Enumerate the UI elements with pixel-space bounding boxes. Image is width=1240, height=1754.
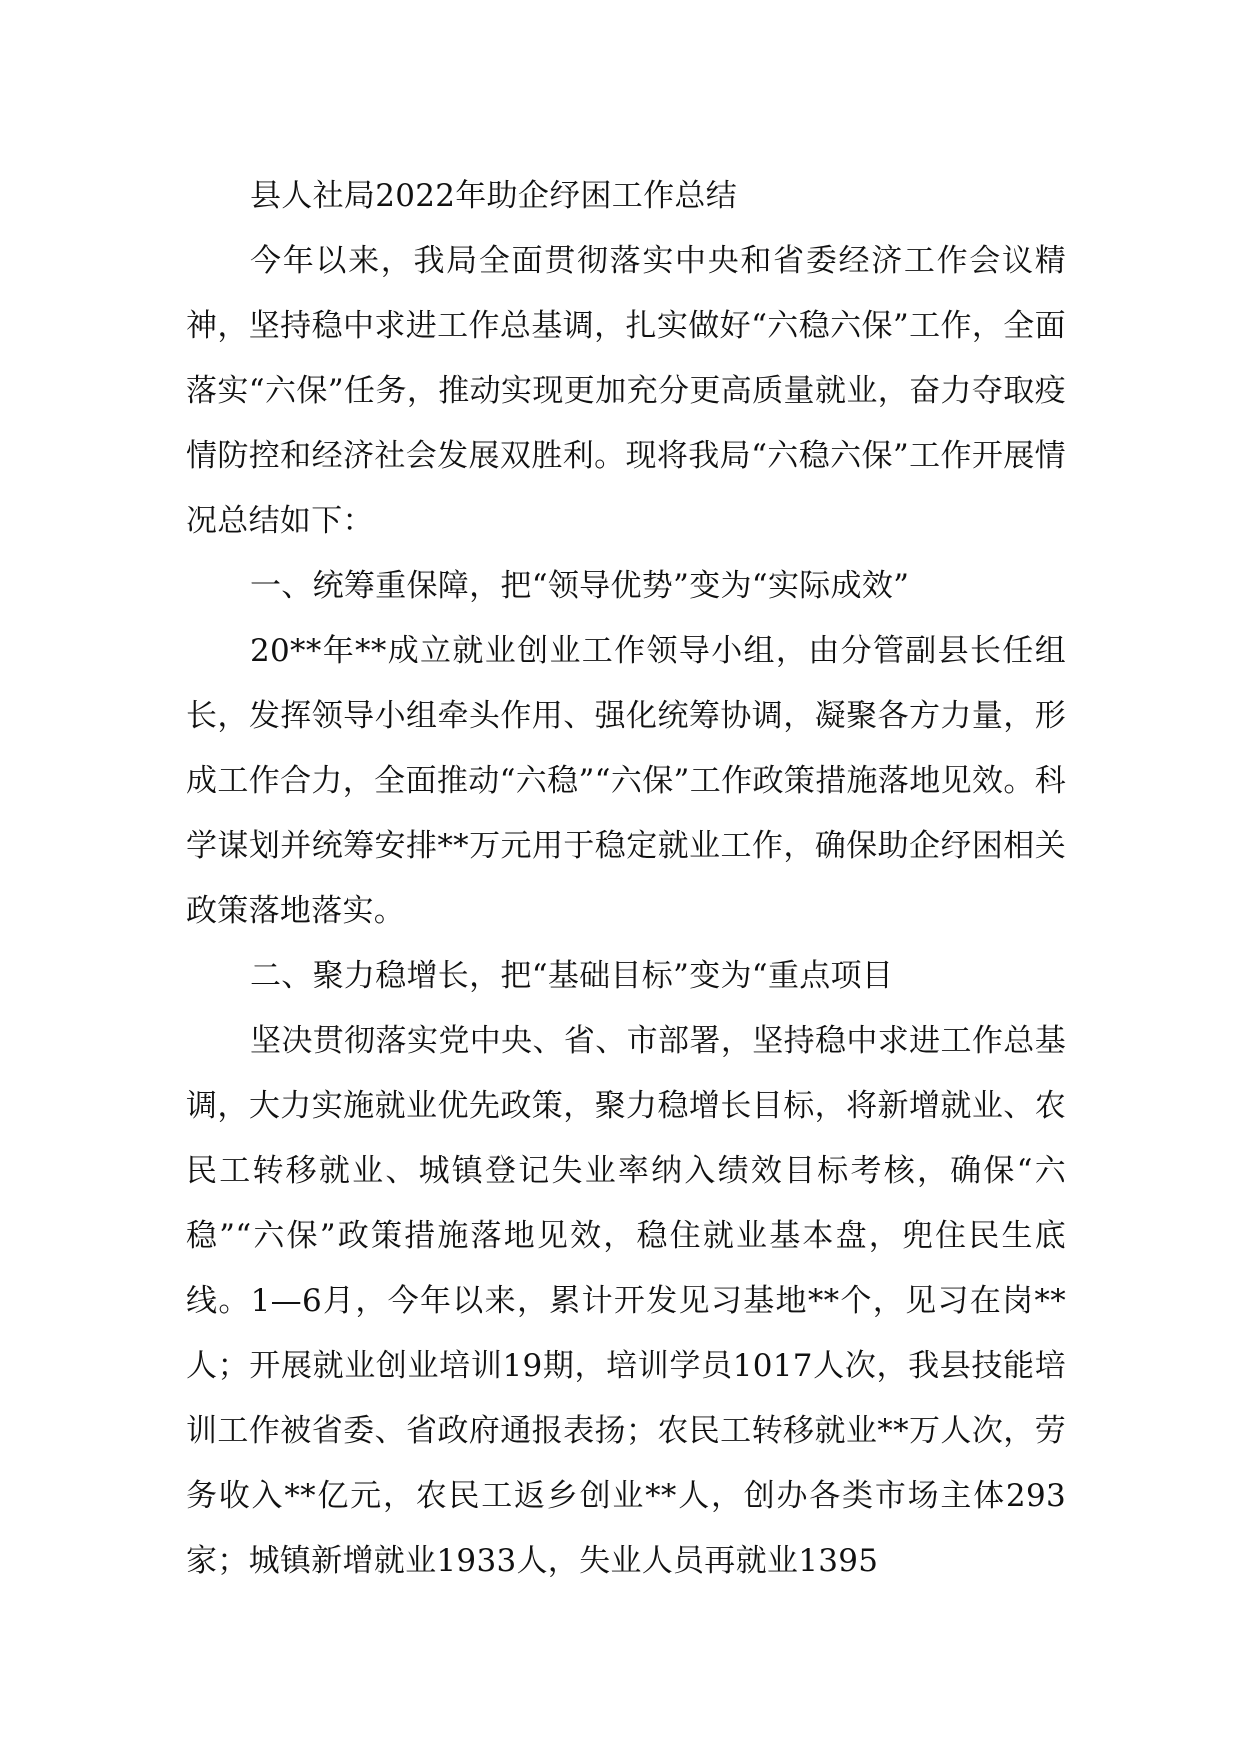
document-title: 县人社局2022年助企纾困工作总结 <box>250 178 737 214</box>
section-heading-1: 一、统筹重保障，把“领导优势”变为“实际成效” <box>250 568 910 604</box>
section-heading-2: 二、聚力稳增长，把“基础目标”变为“重点项目 <box>250 958 894 994</box>
section-2-paragraph: 坚决贯彻落实党中央、省、市部署，坚持稳中求进工作总基调，大力实施就业优先政策，聚力稳增长目标，将新增就业、农民工转移就业、城镇登记失业率纳入绩效目标考核，确保“六稳”“六保”政策措施落地见效，稳住就业基本盘，兜住民生底线。1—6月，今年以来，累计开发见习基地**个，见习在岗**人；开展就业创业培训19期，培训学员1017人次，我县技能培训工作被省委、省政府通报表扬；农民工转移就业**万人次，劳务收入**亿元，农民工返乡创业**人，创办各类市场主体293家；城镇新增就业1933人，失业人员再就业1395 <box>186 1023 1066 1579</box>
intro-paragraph: 今年以来，我局全面贯彻落实中央和省委经济工作会议精神，坚持稳中求进工作总基调，扎实做好“六稳六保”工作，全面落实“六保”任务，推动实现更加充分更高质量就业，奋力夺取疫情防控和经济社会发展双胜利。现将我局“六稳六保”工作开展情况总结如下： <box>186 243 1066 539</box>
section-1-paragraph: 20**年**成立就业创业工作领导小组，由分管副县长任组长，发挥领导小组牵头作用、强化统筹协调，凝聚各方力量，形成工作合力，全面推动“六稳”“六保”工作政策措施落地见效。科学谋划并统筹安排**万元用于稳定就业工作，确保助企纾困相关政策落地落实。 <box>186 633 1066 929</box>
document-body <box>186 164 1066 1594</box>
